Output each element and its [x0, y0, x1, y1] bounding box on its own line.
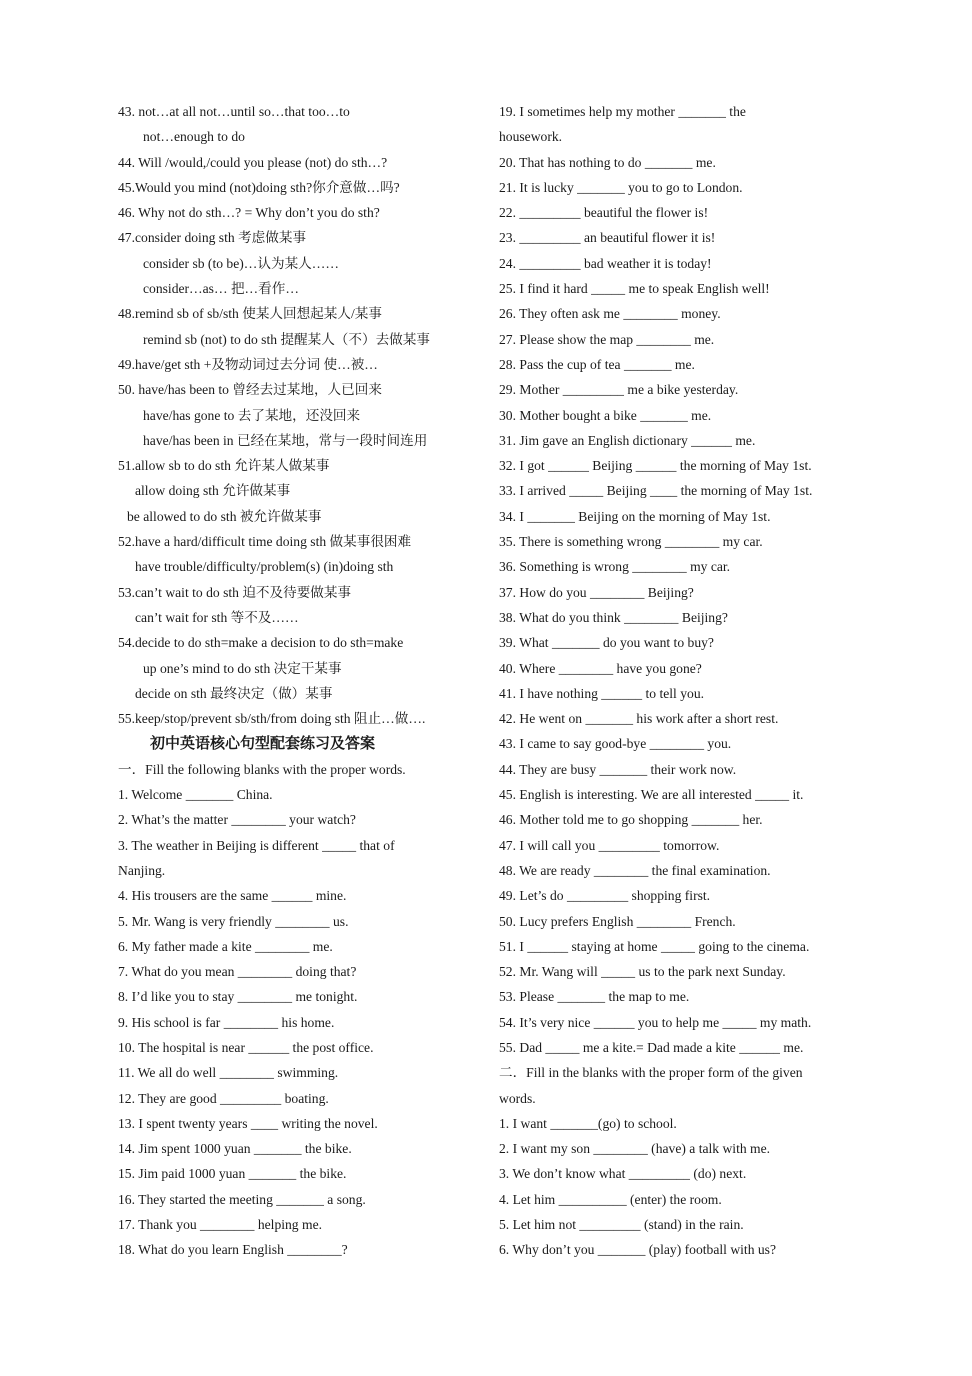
left-column-line: 17. Thank you ________ helping me.	[118, 1217, 323, 1233]
left-column-line: consider…as… 把…看作…	[143, 281, 299, 297]
left-column-line: 12. They are good _________ boating.	[118, 1090, 329, 1106]
right-column-line: housework.	[499, 129, 563, 145]
left-column-line: 46. Why not do sth…? = Why don’t you do sth?	[118, 205, 380, 221]
left-column-line: 18. What do you learn English ________?	[118, 1242, 348, 1258]
right-column-line: 30. Mother bought a bike _______ me.	[499, 407, 712, 423]
left-column-line: 一．Fill the following blanks with the proper words.	[118, 761, 406, 777]
right-column-line: 23. _________ an beautiful flower it is!	[499, 230, 716, 246]
left-column-line: allow doing sth 允许做某事	[135, 483, 291, 499]
left-column-line: not…enough to do	[143, 129, 245, 145]
right-column-line: 32. I got ______ Beijing ______ the morning of May 1st.	[499, 458, 812, 474]
right-column-line: 26. They often ask me ________ money.	[499, 306, 721, 322]
left-column-line: have/has gone to 去了某地，还没回来	[143, 407, 361, 423]
right-column-line: 54. It’s very nice ______ you to help me _____ my math.	[499, 1014, 812, 1030]
left-column-line: 1. Welcome _______ China.	[118, 787, 273, 803]
right-column-line: 20. That has nothing to do _______ me.	[499, 154, 716, 170]
left-column-line: 53.can’t wait to do sth 迫不及待要做某事	[118, 584, 352, 600]
left-column-line: 48.remind sb of sb/sth 使某人回想起某人/某事	[118, 306, 382, 322]
left-column-line: 5. Mr. Wang is very friendly ________ us.	[118, 913, 349, 929]
left-column-line: 2. What’s the matter ________ your watch?	[118, 812, 356, 828]
right-column-line: 53. Please _______ the map to me.	[499, 989, 690, 1005]
right-column-line: 48. We are ready ________ the final examination.	[499, 862, 771, 878]
left-column-line: can’t wait for sth 等不及……	[135, 609, 299, 625]
left-column-line: 43. not…at all not…until so…that too…to	[118, 104, 350, 119]
left-column-line: have trouble/difficulty/problem(s) (in)doing sth	[135, 559, 394, 575]
right-column-line: 33. I arrived _____ Beijing ____ the morning of May 1st.	[499, 483, 813, 499]
left-column-line: 4. His trousers are the same ______ mine.	[118, 888, 347, 904]
left-column	[118, 99, 470, 1263]
left-column-line: Nanjing.	[118, 862, 166, 878]
left-column-line: 16. They started the meeting _______ a song.	[118, 1191, 366, 1207]
left-column-line: 11. We all do well ________ swimming.	[118, 1065, 339, 1081]
section-title: 初中英语核心句型配套练习及答案	[150, 734, 376, 753]
right-column-line: 27. Please show the map ________ me.	[499, 331, 715, 347]
left-column-line: 15. Jim paid 1000 yuan _______ the bike.	[118, 1166, 347, 1182]
right-column	[499, 99, 859, 1263]
right-column-line: 44. They are busy _______ their work now.	[499, 761, 737, 777]
right-column-line: 3. We don’t know what _________ (do) next.	[499, 1166, 747, 1182]
left-column-line: 14. Jim spent 1000 yuan _______ the bike.	[118, 1141, 352, 1157]
left-column-line: 10. The hospital is near ______ the post office.	[118, 1039, 374, 1055]
right-column-line: 24. _________ bad weather it is today!	[499, 255, 712, 271]
left-column-line: 13. I spent twenty years ____ writing the novel.	[118, 1115, 378, 1131]
right-column-line: 41. I have nothing ______ to tell you.	[499, 685, 705, 701]
right-column-line: 34. I _______ Beijing on the morning of May 1st.	[499, 508, 771, 524]
right-column-line: 2. I want my son ________ (have) a talk with me.	[499, 1141, 771, 1157]
right-column-line: 28. Pass the cup of tea _______ me.	[499, 356, 695, 372]
left-column-line: 8. I’d like you to stay ________ me tonight.	[118, 989, 358, 1005]
left-column-line: 6. My father made a kite ________ me.	[118, 938, 333, 954]
left-column-line: have/has been in 已经在某地，常与一段时间连用	[143, 432, 428, 448]
left-column-line: be allowed to do sth 被允许做某事	[127, 508, 322, 524]
right-column-line: 37. How do you ________ Beijing?	[499, 584, 694, 600]
left-column-line: 54.decide to do sth=make a decision to do sth=make	[118, 635, 404, 651]
left-column-line: remind sb (not) to do sth 提醒某人（不）去做某事	[143, 331, 430, 347]
left-column-line: 51.allow sb to do sth 允许某人做某事	[118, 458, 330, 474]
right-column-line: 52. Mr. Wang will _____ us to the park next Sunday.	[499, 964, 786, 980]
right-column-line: 25. I find it hard _____ me to speak English well!	[499, 281, 770, 297]
right-column-line: 38. What do you think ________ Beijing?	[499, 609, 728, 625]
right-column-line: 49. Let’s do _________ shopping first.	[499, 888, 711, 904]
right-column-line: 36. Something is wrong ________ my car.	[499, 559, 731, 575]
right-column-line: 31. Jim gave an English dictionary ______ me.	[499, 432, 756, 448]
right-column-line: 35. There is something wrong ________ my car.	[499, 534, 763, 550]
left-column-line: 7. What do you mean ________ doing that?	[118, 964, 357, 980]
right-column-line: 42. He went on _______ his work after a short rest.	[499, 711, 779, 727]
right-column-line: words.	[499, 1090, 536, 1106]
right-column-line: 4. Let him __________ (enter) the room.	[499, 1191, 722, 1207]
right-column-line: 47. I will call you _________ tomorrow.	[499, 837, 720, 853]
right-column-line: 43. I came to say good-bye ________ you.	[499, 736, 732, 752]
right-column-line: 40. Where ________ have you gone?	[499, 660, 702, 676]
right-column-line: 46. Mother told me to go shopping _______ her.	[499, 812, 763, 828]
right-column-line: 45. English is interesting. We are all interested _____ it.	[499, 787, 804, 803]
right-column-line: 22. _________ beautiful the flower is!	[499, 205, 709, 221]
right-column-line: 51. I ______ staying at home _____ going to the cinema.	[499, 938, 810, 954]
right-column-line: 二．Fill in the blanks with the proper form of the given	[499, 1065, 803, 1081]
left-column-line: 52.have a hard/difficult time doing sth 做某事很困难	[118, 534, 412, 550]
right-column-line: 1. I want _______(go) to school.	[499, 1115, 677, 1131]
left-column-line: 49.have/get sth +及物动词过去分词 使…被…	[118, 356, 378, 372]
right-column-line: 5. Let him not _________ (stand) in the rain.	[499, 1217, 744, 1233]
left-column-line: 3. The weather in Beijing is different _____ that of	[118, 837, 395, 853]
left-column-line: 45.Would you mind (not)doing sth?你介意做…吗?	[118, 179, 400, 195]
left-column-line: decide on sth 最终决定（做）某事	[135, 685, 333, 701]
right-column-line: 39. What _______ do you want to buy?	[499, 635, 714, 651]
right-column-line: 50. Lucy prefers English ________ French.	[499, 913, 736, 929]
left-column-line: 55.keep/stop/prevent sb/sth/from doing sth 阻止…做….	[118, 711, 426, 727]
left-column-line: consider sb (to be)…认为某人……	[143, 255, 339, 271]
right-column-line: 21. It is lucky _______ you to go to London.	[499, 179, 743, 195]
left-column-line: 47.consider doing sth 考虑做某事	[118, 230, 307, 246]
left-column-line: 9. His school is far ________ his home.	[118, 1014, 335, 1030]
right-column-line: 55. Dad _____ me a kite.= Dad made a kite ______ me.	[499, 1039, 804, 1055]
right-column-line: 6. Why don’t you _______ (play) football with us?	[499, 1242, 777, 1258]
left-column-line: 44. Will /would,/could you please (not) do sth…?	[118, 154, 388, 170]
right-column-line: 19. I sometimes help my mother _______ the	[499, 104, 746, 119]
left-column-line: up one’s mind to do sth 决定干某事	[143, 660, 342, 676]
left-column-line: 50. have/has been to 曾经去过某地，人已回来	[118, 382, 382, 398]
right-column-line: 29. Mother _________ me a bike yesterday.	[499, 382, 739, 398]
